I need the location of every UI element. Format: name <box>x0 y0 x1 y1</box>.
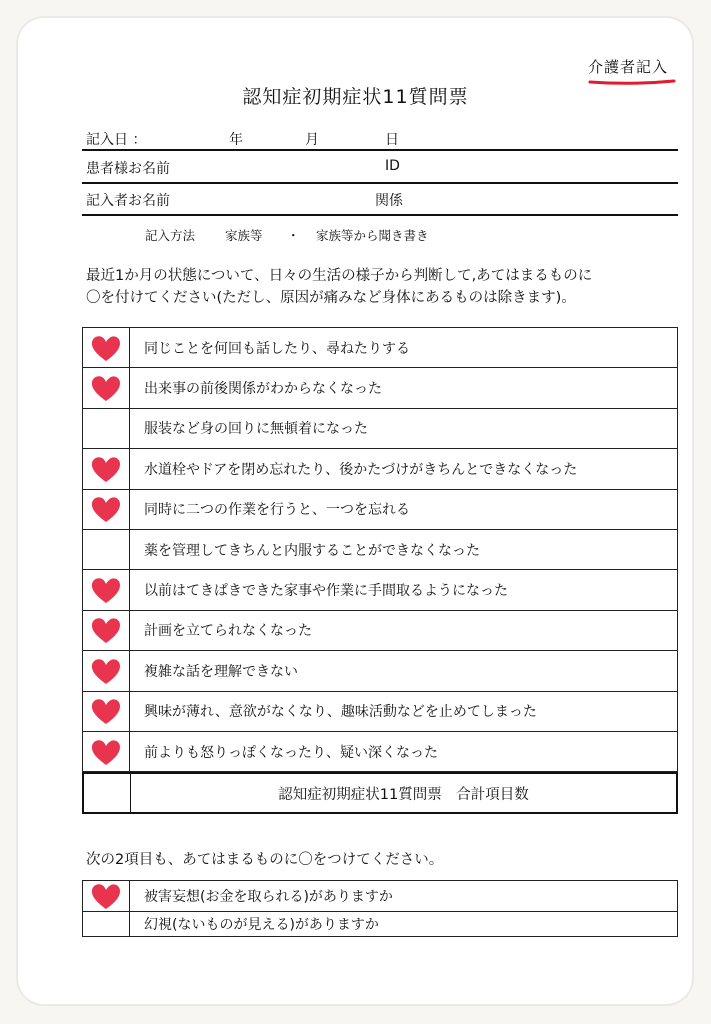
item-text: 薬を管理してきちんと内服することができなくなった <box>130 529 678 569</box>
item-text: 水道栓やドアを閉め忘れたり、後かたづけがきちんとできなくなった <box>130 449 678 489</box>
month-label: 月 <box>305 132 319 148</box>
checkbox-cell[interactable] <box>83 731 130 771</box>
divider <box>82 149 678 151</box>
checklist-row <box>83 489 678 529</box>
instruction-line-1: 最近1か月の状態について、日々の生活の様子から判断して,あてはまるものに <box>86 268 593 284</box>
item-text: 複雑な話を理解できない <box>130 651 678 691</box>
checklist-row <box>83 651 678 691</box>
heart-check-icon <box>89 656 123 686</box>
checklist-row <box>83 731 678 771</box>
heart-check-icon <box>89 333 123 363</box>
item-text: 同時に二つの作業を行うと、一つを忘れる <box>130 489 678 529</box>
heart-check-icon <box>89 737 123 767</box>
extra-checklist <box>82 880 678 937</box>
method-option-family: 家族等 <box>225 228 263 243</box>
checkbox-cell[interactable] <box>83 912 130 937</box>
checkbox-cell[interactable] <box>83 610 130 650</box>
item-text: 興味が薄れ、意欲がなくなり、趣味活動などを止めてしまった <box>130 691 678 731</box>
checklist-row <box>83 570 678 610</box>
total-count-label: 認知症初期症状11質問票 合計項目数 <box>278 786 529 803</box>
checklist-row <box>83 368 678 408</box>
checklist-row <box>83 881 678 912</box>
checkbox-cell[interactable] <box>83 489 130 529</box>
heart-check-icon <box>89 373 123 403</box>
checklist-row <box>83 610 678 650</box>
symptom-checklist <box>82 327 678 772</box>
divider <box>82 214 678 216</box>
checkbox-cell[interactable] <box>83 408 130 448</box>
item-text: 前よりも怒りっぽくなったり、疑い深くなった <box>130 731 678 771</box>
heart-check-icon <box>89 575 123 605</box>
item-text: 同じことを何回も話したり、尋ねたりする <box>130 328 678 368</box>
patient-name-label: 患者様お名前 <box>86 161 170 177</box>
checkbox-cell[interactable] <box>83 651 130 691</box>
id-label: ID <box>385 158 400 174</box>
item-text: 服装など身の回りに無頓着になった <box>130 408 678 448</box>
checklist-row <box>83 912 678 937</box>
divider <box>82 182 678 184</box>
checklist-row <box>83 328 678 368</box>
checkbox-cell[interactable] <box>83 449 130 489</box>
heart-check-icon <box>89 881 123 911</box>
checkbox-cell[interactable] <box>83 328 130 368</box>
checklist-row <box>83 408 678 448</box>
checklist-row <box>83 529 678 569</box>
heart-check-icon <box>89 454 123 484</box>
heart-check-icon <box>89 696 123 726</box>
heart-check-icon <box>89 615 123 645</box>
method-separator: ・ <box>287 228 300 243</box>
item-text: 被害妄想(お金を取られる)がありますか <box>130 881 678 912</box>
day-label: 日 <box>385 132 399 148</box>
recorder-name-label: 記入者お名前 <box>86 193 170 209</box>
checkbox-cell[interactable] <box>83 368 130 408</box>
method-label: 記入方法 <box>145 228 196 243</box>
total-count-row <box>82 772 678 814</box>
next-instruction: 次の2項目も、あてはまるものに〇をつけてください。 <box>86 852 444 868</box>
item-text: 幻視(ないものが見える)がありますか <box>130 912 678 937</box>
checkbox-cell[interactable] <box>83 691 130 731</box>
method-option-interview: 家族等から聞き書き <box>316 228 429 243</box>
item-text: 以前はてきぱきできた家事や作業に手間取るようになった <box>130 570 678 610</box>
heart-check-icon <box>89 494 123 524</box>
checkbox-cell[interactable] <box>83 881 130 912</box>
checklist-row <box>83 449 678 489</box>
checklist-row <box>83 691 678 731</box>
year-label: 年 <box>229 132 243 148</box>
item-text: 出来事の前後関係がわからなくなった <box>130 368 678 408</box>
caregiver-entry-label: 介護者記入 <box>588 58 669 76</box>
relation-label: 関係 <box>375 193 403 209</box>
checkbox-cell[interactable] <box>83 570 130 610</box>
checkbox-cell[interactable] <box>83 529 130 569</box>
page-title: 認知症初期症状11質問票 <box>242 86 469 108</box>
item-text: 計画を立てられなくなった <box>130 610 678 650</box>
date-label: 記入日 ： <box>86 132 147 148</box>
instruction-line-2: 〇を付けてください(ただし、原因が痛みなど身体にあるものは除きます)。 <box>86 290 576 306</box>
